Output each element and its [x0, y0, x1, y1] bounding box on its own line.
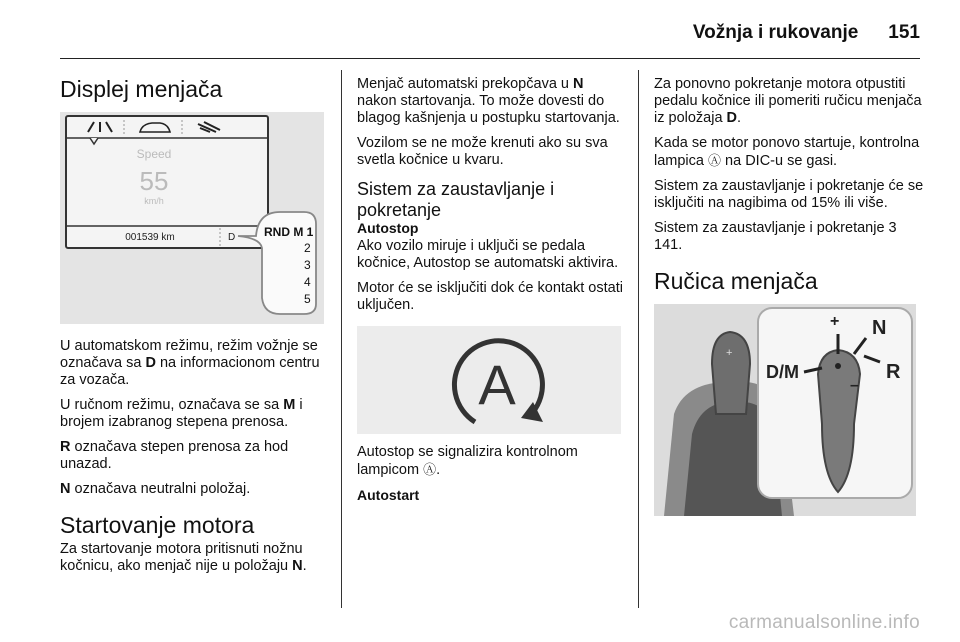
paragraph-neutral: N označava neutralni položaj.: [60, 481, 251, 498]
transmission-display-figure: [60, 112, 324, 324]
autostop-lamp-icon: Ⓐ: [423, 462, 437, 478]
gear-indicator: D: [228, 232, 236, 244]
paragraph-autostop-signal: Autostop se signalizira kontrolnom lampicom Ⓐ.: [357, 444, 578, 479]
column-1: [60, 70, 328, 583]
speed-label: Speed: [136, 147, 172, 162]
callout-gear-5: 5: [304, 292, 311, 307]
paragraph-lamp-off: Kada se motor ponovo startuje, kontrolna lampica Ⓐ na DIC-u se gasi.: [654, 135, 920, 169]
paragraph-engine-off: Motor će se isključiti dok će kontakt ostati uključen.: [357, 280, 623, 314]
subheading-autostop: Autostop: [357, 220, 419, 237]
column-divider-2: [638, 70, 639, 608]
section-title-engine-start: Startovanje motora: [60, 512, 255, 539]
paragraph-reference: Sistem za zaustavljanje i pokretanje 3 141.: [654, 220, 897, 253]
lever-dm-label: D/M: [766, 362, 799, 383]
running-header: [693, 22, 920, 44]
watermark: carmanualsonline.info: [728, 612, 920, 633]
paragraph-reverse: R označava stepen prenosa za hod unazad.: [60, 439, 289, 473]
subheading-autostart: Autostart: [357, 487, 420, 504]
callout-gear-4: 4: [304, 275, 311, 290]
paragraph-auto-mode: U automatskom režimu, režim vožnje se označava sa D na informacionom centru za vozača.: [60, 338, 320, 389]
knob-plus-label: +: [726, 347, 733, 360]
header-section: Vožnja i rukovanje: [692, 22, 859, 43]
callout-gear-3: 3: [304, 258, 311, 273]
callout-gear-2: 2: [304, 241, 311, 256]
lever-minus-label: –: [850, 377, 859, 395]
paragraph-brake-lights: Vozilom se ne može krenuti ako su sva svetla kočnice u kvaru.: [357, 135, 608, 168]
page-ref-icon: 3: [888, 220, 897, 236]
page-number: 151: [888, 22, 920, 43]
paragraph-auto-neutral: Menjač automatski prekopčava u N nakon startovanja. To može dovesti do blagog kašnjenja u postupku startovanja.: [357, 76, 620, 126]
paragraph-engine-start: Za startovanje motora pritisnuti nožnu kočnicu, ako menjač nije u položaju N.: [60, 540, 307, 574]
column-divider-1: [341, 70, 342, 608]
section-title-gear-lever: Ručica menjača: [654, 268, 818, 294]
paragraph-manual-mode: U ručnom režimu, označava se sa M i brojem izabranog stepena prenosa.: [60, 397, 303, 431]
paragraph-incline: Sistem za zaustavljanje i pokretanje će se isključiti na nagibima od 15% ili više.: [654, 178, 924, 211]
gear-knob: [712, 332, 750, 414]
column-3: [654, 76, 924, 516]
callout-modes: RND M 1: [264, 225, 314, 240]
lamp-letter: A: [478, 353, 516, 417]
lever-r-label: R: [886, 361, 901, 384]
autostop-lamp-icon: Ⓐ: [708, 153, 722, 168]
section-title-stop-start: Sistem za zaustavljanje i pokretanje: [357, 179, 555, 220]
column-2: [357, 76, 625, 505]
paragraph-autostop: Ako vozilo miruje i uključi se pedala kočnice, Autostop se automatski aktivira.: [357, 238, 619, 272]
speed-unit: km/h: [144, 196, 164, 207]
header-rule: [60, 58, 920, 59]
section-title-transmission-display: Displej menjača: [60, 76, 223, 102]
odometer: 001539 km: [125, 232, 175, 244]
gear-lever-figure: [654, 304, 916, 516]
paragraph-restart: Za ponovno pokretanje motora otpustiti pedalu kočnice ili pomeriti ručicu menjača iz položaja D.: [654, 76, 922, 126]
speed-value: 55: [139, 166, 169, 197]
lever-n-label: N: [872, 317, 887, 340]
lever-plus-label: +: [830, 313, 840, 331]
autostop-lamp-figure: [357, 326, 621, 434]
